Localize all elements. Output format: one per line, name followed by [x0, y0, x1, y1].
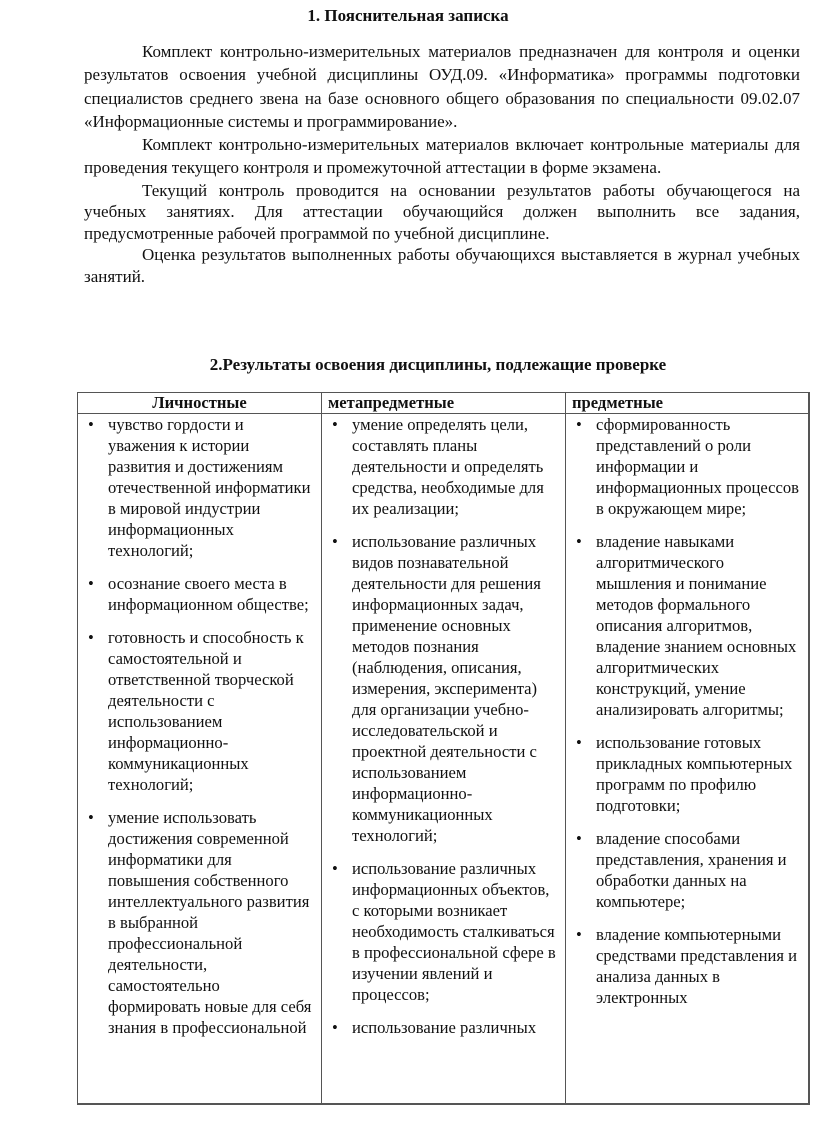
subject-cell: [566, 414, 809, 1104]
paragraph: Комплект контрольно-измерительных материалов предназначен для контроля и оценки результатов освоения учебной дисциплины ОУД.09. «Информатика» программы подготовки специалистов среднего звена на базе основного общего образования по специальности 09.02.07 «Информационные системы и программирование».: [84, 42, 800, 131]
list-item: • использование готовых прикладных компьютерных программ по профилю подготовки;: [596, 732, 802, 816]
list-item: • использование различных информационных объектов, с которыми возникает необходимость сталкиваться в профессиональной сфере в изучении явлений и процессов;: [352, 858, 559, 1005]
table-row: [78, 414, 809, 1104]
header-subject: предметные: [566, 393, 809, 414]
paragraph: Комплект контрольно-измерительных материалов включает контрольные материалы для проведения текущего контроля и промежуточной аттестации в форме экзамена.: [84, 135, 800, 178]
header-personal: Личностные: [78, 393, 322, 414]
paragraph: Оценка результатов выполненных работы обучающихся выставляется в журнал учебных занятий.: [84, 245, 800, 286]
list-item: • сформированность представлений о роли информации и информационных процессов в окружающем мире;: [596, 414, 802, 519]
section-2-title: 2.Результаты освоения дисциплины, подлежащие проверке: [209, 355, 667, 374]
table-header-row: [78, 393, 809, 414]
list-item: • осознание своего места в информационном обществе;: [108, 573, 315, 615]
list-item: • использование различных: [352, 1017, 559, 1038]
list-item: • умение использовать достижения современной информатики для повышения собственного интеллектуального развития в выбранной профессиональной деятельности, самостоятельно формировать новые для себя знания в профессиональной: [108, 807, 315, 1038]
list-item: • умение определять цели, составлять планы деятельности и определять средства, необходимые для их реализации;: [352, 414, 559, 519]
list-item: • чувство гордости и уважения к истории развития и достижениям отечественной информатики в мировой индустрии информационных технологий;: [108, 414, 315, 561]
header-metasubject: метапредметные: [322, 393, 566, 414]
metasubject-cell: [322, 414, 566, 1104]
results-table-container: [77, 392, 810, 1105]
section-1-title: 1. Пояснительная записка: [307, 6, 509, 25]
list-item: • владение компьютерными средствами представления и анализа данных в электронных: [596, 924, 802, 1008]
explanatory-note: [84, 40, 800, 287]
list-item: • готовность и способность к самостоятельной и ответственной творческой деятельности с использованием информационно-коммуникационных технологий;: [108, 627, 315, 795]
list-item: • владение навыками алгоритмического мышления и понимание методов формального описания алгоритмов, владение знанием основных алгоритмических конструкций, умение анализировать алгоритмы;: [596, 531, 802, 720]
list-item: • владение способами представления, хранения и обработки данных на компьютере;: [596, 828, 802, 912]
results-table: [77, 392, 809, 1104]
list-item: • использование различных видов познавательной деятельности для решения информационных задач, применение основных методов познания (наблюдения, описания, измерения, эксперимента) для организации учебно-исследовательской и проектной деятельности с использованием информационно-коммуникационных технологий;: [352, 531, 559, 846]
paragraph: Текущий контроль проводится на основании результатов работы обучающегося на учебных занятиях. Для аттестации обучающийся должен выполнить все задания, предусмотренные рабочей программой по учебной дисциплине.: [84, 180, 800, 243]
personal-cell: [78, 414, 322, 1104]
